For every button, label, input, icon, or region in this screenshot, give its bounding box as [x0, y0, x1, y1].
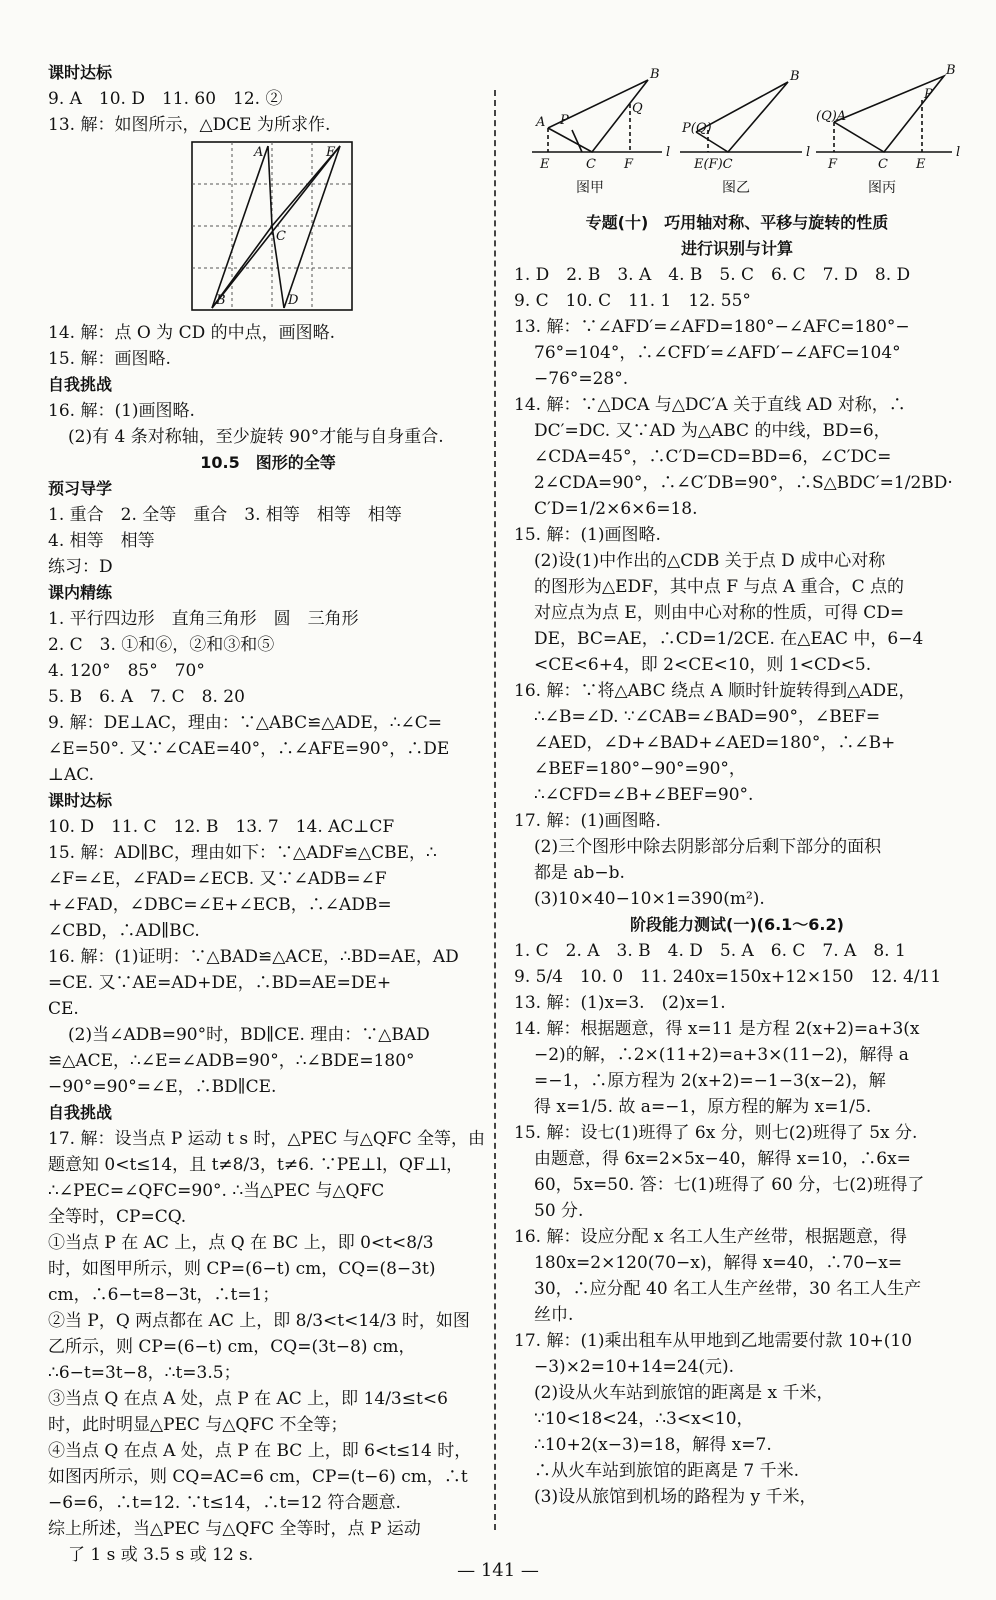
answer-line: ∠F=∠E，∠FAD=∠ECB. 又∵∠ADB=∠F: [48, 869, 387, 889]
answer-line: 13. 解：∵∠AFD′=∠AFD=180°−∠AFC=180°−: [514, 317, 910, 337]
answer-line: 9. 5/4 10. 0 11. 240x=150x+12×150 12. 4/11: [514, 967, 942, 987]
answer-line: ∴∠CFD=∠B+∠BEF=90°.: [534, 785, 754, 805]
svg-text:F: F: [624, 157, 634, 172]
answer-line: −6=6，∴t=12. ∵t≤14，∴t=12 符合题意.: [48, 1493, 401, 1513]
answer-line: 17. 解：(1)画图略.: [514, 811, 661, 831]
answer-line: 15. 解：AD∥BC，理由如下：∵△ADF≌△CBE，∴: [48, 843, 437, 863]
answer-line: DE，BC=AE，∴CD=1/2CE. 在△EAC 中，6−4: [534, 629, 924, 649]
answer-line: 14. 解：点 O 为 CD 的中点，画图略.: [48, 323, 336, 343]
answer-line: ∴∠B=∠D. ∵∠CAB=∠BAD=90°，∠BEF=: [534, 707, 881, 727]
answer-line: ∠CBD，∴AD∥BC.: [48, 921, 200, 941]
answer-line: 丝巾.: [534, 1305, 574, 1325]
answer-line: ∠CDA=45°，∴C′D=CD=BD=6，∠C′DC=: [534, 447, 892, 467]
answer-line: 15. 解：(1)画图略.: [514, 525, 661, 545]
answer-line: 10. D 11. C 12. B 13. 7 14. AC⊥CF: [48, 817, 395, 837]
answer-line: <CE<6+4，即 2<CE<10，则 1<CD<5.: [534, 655, 872, 675]
answer-line: ∴6−t=3t−8，∴t=3.5；: [48, 1363, 241, 1383]
answer-line: (2)设(1)中作出的△CDB 关于点 D 成中心对称: [534, 551, 886, 571]
answer-line: ∴从火车站到旅馆的距离是 7 千米.: [534, 1461, 800, 1481]
svg-text:D: D: [288, 293, 299, 308]
answer-line: 时，此时明显△PEC 与△QFC 不全等；: [48, 1415, 348, 1435]
answer-line: 2. C 3. ①和⑥，②和③和⑤: [48, 635, 275, 655]
figure-label-bing: 图丙: [868, 180, 896, 196]
answer-line: ∠AED，∠D+∠BAD+∠AED=180°，∴∠B+: [534, 733, 896, 753]
figure-label-jia: 图甲: [576, 180, 604, 196]
svg-text:l: l: [956, 145, 961, 160]
svg-text:P: P: [560, 113, 569, 128]
answer-line: (2)当∠ADB=90°时，BD∥CE. 理由：∵△BAD: [68, 1025, 430, 1045]
left-column: [48, 60, 488, 1568]
answer-line: 16. 解：(1)画图略.: [48, 401, 195, 421]
answer-line: =CE. 又∵AE=AD+DE，∴BD=AE=DE+: [48, 973, 392, 993]
answer-line: (2)设从火车站到旅馆的距离是 x 千米，: [534, 1383, 834, 1403]
answer-line: cm，∴6−t=8−3t，∴t=1；: [48, 1285, 280, 1305]
answer-line: 练习：D: [48, 557, 113, 577]
answer-line: 题意知 0<t≤14，且 t≠8/3，t≠6. ∵PE⊥l，QF⊥l，: [48, 1155, 464, 1175]
answer-line: 30，∴应分配 40 名工人生产丝带，30 名工人生产: [534, 1279, 922, 1299]
svg-text:A: A: [536, 115, 546, 130]
answer-line: 14. 解：∵△DCA 与△DC′A 关于直线 AD 对称，∴: [514, 395, 906, 415]
answer-line: 1. D 2. B 3. A 4. B 5. C 6. C 7. D 8. D: [514, 265, 911, 285]
answer-line: ∴10+2(x−3)=18，解得 x=7.: [534, 1435, 772, 1455]
triangle-figures: [522, 60, 960, 204]
section-heading: 阶段能力测试(一)(6.1～6.2): [630, 915, 844, 934]
svg-text:E(F)C: E(F)C: [694, 157, 733, 172]
answer-line: ∴∠PEC=∠QFC=90°. ∴当△PEC 与△QFC: [48, 1181, 385, 1201]
answer-line: 16. 解：设应分配 x 名工人生产丝带，根据题意，得: [514, 1227, 907, 1247]
svg-text:B: B: [650, 67, 660, 82]
answer-line: (3)设从旅馆到机场的路程为 y 千米，: [534, 1487, 817, 1507]
answer-line: −90°=90°=∠E，∴BD∥CE.: [48, 1077, 277, 1097]
answer-line: 4. 120° 85° 70°: [48, 661, 205, 681]
answer-line: ④当点 Q 在点 A 处，点 P 在 BC 上，即 6<t≤14 时，: [48, 1441, 472, 1461]
answer-line: 50 分.: [534, 1201, 584, 1221]
answer-line: 都是 ab−b.: [534, 863, 625, 883]
answer-line: 16. 解：∵将△ABC 绕点 A 顺时针旋转得到△ADE，: [514, 681, 916, 701]
grid-figure: [190, 140, 488, 316]
section-heading: 进行识别与计算: [680, 239, 793, 258]
answer-line: 13. 解：如图所示，△DCE 为所求作.: [48, 115, 331, 135]
svg-text:C: C: [878, 157, 888, 172]
answer-line: 14. 解：根据题意，得 x=11 是方程 2(x+2)=a+3(x: [514, 1019, 920, 1039]
answer-line: 对应点为点 E，则由中心对称的性质，可得 CD=: [534, 603, 905, 623]
answer-line: 的图形为△EDF，其中点 F 与点 A 重合，C 点的: [534, 577, 905, 597]
section-heading: 专题(十) 巧用轴对称、平移与旋转的性质: [585, 213, 889, 232]
answer-line: =−1，∴原方程为 2(x+2)=−1−3(x−2)，解: [534, 1071, 886, 1091]
svg-text:F: F: [828, 157, 838, 172]
answer-line: 得 x=1/5. 故 a=−1，原方程的解为 x=1/5.: [534, 1097, 872, 1117]
answer-line: 15. 解：设七(1)班得了 6x 分，则七(2)班得了 5x 分.: [514, 1123, 918, 1143]
answer-line: 如图丙所示，则 CQ=AC=6 cm，CP=(t−6) cm，∴t: [48, 1467, 468, 1487]
svg-text:C: C: [276, 229, 286, 244]
svg-text:C: C: [586, 157, 596, 172]
svg-text:B: B: [946, 63, 956, 78]
answer-line: 16. 解：(1)证明：∵△BAD≌△ACE，∴BD=AE，AD: [48, 947, 459, 967]
svg-text:l: l: [666, 145, 671, 160]
svg-text:E: E: [326, 145, 336, 160]
answer-line: 15. 解：画图略.: [48, 349, 171, 369]
right-column: [514, 60, 960, 1510]
svg-text:P(Q): P(Q): [682, 121, 712, 136]
section-heading: 自我挑战: [48, 1103, 113, 1122]
answer-line: (3)10×40−10×1=390(m²).: [534, 889, 765, 909]
section-heading: 课内精练: [48, 583, 113, 602]
answer-line: 时，如图甲所示，则 CP=(6−t) cm，CQ=(8−3t): [48, 1259, 436, 1279]
answer-line: 5. B 6. A 7. C 8. 20: [48, 687, 245, 707]
answer-line: 60，5x=50. 答：七(1)班得了 60 分，七(2)班得了: [534, 1175, 925, 1195]
section-heading: 课时达标: [48, 63, 113, 82]
answer-line: −3)×2=10+14=24(元).: [534, 1357, 735, 1377]
answer-line: DC′=DC. 又∵AD 为△ABC 的中线，BD=6，: [534, 421, 891, 441]
svg-text:l: l: [806, 145, 811, 160]
answer-line: ③当点 Q 在点 A 处，点 P 在 AC 上，即 14/3≤t<6: [48, 1389, 448, 1409]
answer-line: 2∠CDA=90°，∴∠C′DB=90°，∴S△BDC′=1/2BD·: [534, 473, 953, 493]
answer-line: ∠BEF=180°−90°=90°，: [534, 759, 746, 779]
answer-line: 了 1 s 或 3.5 s 或 12 s.: [68, 1545, 254, 1565]
answer-line: (2)三个图形中除去阴影部分后剩下部分的面积: [534, 837, 882, 857]
answer-line: 由题意，得 6x=2×5x−40，解得 x=10，∴6x=: [534, 1149, 911, 1169]
svg-text:Q: Q: [632, 101, 643, 116]
svg-text:A: A: [254, 145, 264, 160]
answer-line: 4. 相等 相等: [48, 531, 155, 551]
section-heading: 自我挑战: [48, 375, 113, 394]
answer-line: −2)的解，∴2×(11+2)=a+3×(11−2)，解得 a: [534, 1045, 909, 1065]
answer-line: C′D=1/2×6×6=18.: [534, 499, 698, 519]
answer-line: CE.: [48, 999, 79, 1019]
answer-line: ②当 P，Q 两点都在 AC 上，即 8/3<t<14/3 时，如图: [48, 1311, 470, 1331]
answer-line: 180x=2×120(70−x)，解得 x=40，∴70−x=: [534, 1253, 903, 1273]
answer-line: 9. C 10. C 11. 1 12. 55°: [514, 291, 751, 311]
answer-line: 76°=104°，∴∠CFD′=∠AFD′−∠AFC=104°: [534, 343, 901, 363]
answer-line: 17. 解：设当点 P 运动 t s 时，△PEC 与△QFC 全等，由: [48, 1129, 486, 1149]
answer-line: −76°=28°.: [534, 369, 629, 389]
column-divider: [494, 90, 496, 1530]
answer-line: ⊥AC.: [48, 765, 95, 785]
svg-text:E: E: [916, 157, 926, 172]
svg-text:E: E: [540, 157, 550, 172]
answer-line: 1. 平行四边形 直角三角形 圆 三角形: [48, 609, 359, 629]
svg-text:(Q)A: (Q)A: [816, 109, 847, 124]
answer-line: 综上所述，当△PEC 与△QFC 全等时，点 P 运动: [48, 1519, 421, 1539]
answer-line: 1. 重合 2. 全等 重合 3. 相等 相等 相等: [48, 505, 402, 525]
figure-label-yi: 图乙: [722, 180, 750, 196]
answer-line: +∠FAD，∠DBC=∠E+∠ECB，∴∠ADB=: [48, 895, 392, 915]
svg-text:B: B: [790, 69, 800, 84]
answer-line: (2)有 4 条对称轴，至少旋转 90°才能与自身重合.: [68, 427, 444, 447]
svg-text:B: B: [216, 293, 226, 308]
answer-line: ≌△ACE，∴∠E=∠ADB=90°，∴∠BDE=180°: [48, 1051, 415, 1071]
answer-line: 乙所示，则 CP=(6−t) cm，CQ=(3t−8) cm，: [48, 1337, 416, 1357]
answer-line: 13. 解：(1)x=3. (2)x=1.: [514, 993, 726, 1013]
section-heading: 10.5 图形的全等: [200, 453, 336, 472]
section-heading: 预习导学: [48, 479, 113, 498]
answer-line: 1. C 2. A 3. B 4. D 5. A 6. C 7. A 8. 1: [514, 941, 906, 961]
answer-line: 17. 解：(1)乘出租车从甲地到乙地需要付款 10+(10: [514, 1331, 913, 1351]
answer-line: ①当点 P 在 AC 上，点 Q 在 BC 上，即 0<t<8/3: [48, 1233, 434, 1253]
answer-line: 全等时，CP=CQ.: [48, 1207, 187, 1227]
section-heading: 课时达标: [48, 791, 113, 810]
svg-text:P: P: [924, 87, 933, 102]
answer-line: 9. 解：DE⊥AC，理由：∵△ABC≌△ADE，∴∠C=: [48, 713, 443, 733]
answer-line: ∵10<18<24，∴3<x<10，: [534, 1409, 754, 1429]
answer-line: 9. A 10. D 11. 60 12. ②: [48, 89, 283, 109]
page-number: — 141 —: [457, 1560, 539, 1581]
answer-line: ∠E=50°. 又∵∠CAE=40°，∴∠AFE=90°，∴DE: [48, 739, 450, 759]
